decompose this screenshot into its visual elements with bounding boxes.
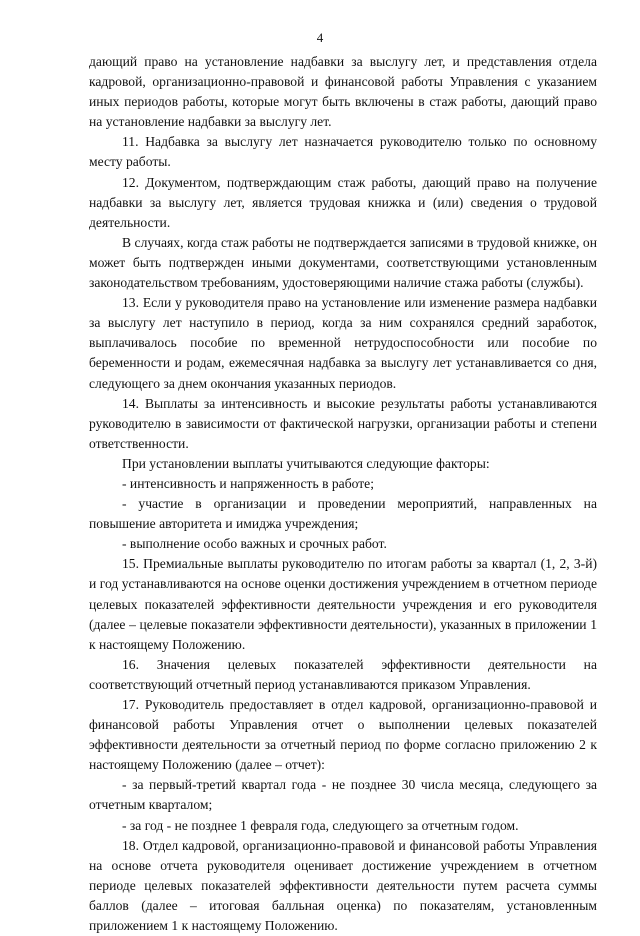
list-item-annual-deadline: - за год - не позднее 1 февраля года, следующего за отчетным годом. [122, 817, 519, 833]
paragraph-item-15: 15. Премиальные выплаты руководителю по итогам работы за квартал (1, 2, 3-й) и год устанавливаются на основе оценки достижения учреждением в отчетном периоде целевых показателей эффективности деятельности учреждения и его руководителя (далее – целевые показатели эффективности деятельности), указанных в приложении 1 к настоящему Положению. [89, 556, 597, 652]
paragraph-work-record-cases: В случаях, когда стаж работы не подтверждается записями в трудовой книжке, он может быть подтвержден иными документами, соответствующими установленным законодательством требованиям, удостоверяющими наличие стажа работы (службы). [89, 234, 597, 291]
paragraph-continuation: дающий право на установление надбавки за выслугу лет, и представления отдела кадровой, организационно-правовой и финансовой работы Управления с указанием иных периодов работы, которые могут быть включены в стаж работы, дающий право на установление надбавки за выслугу лет. [89, 54, 597, 130]
list-item-quarterly-deadline: - за первый-третий квартал года - не позднее 30 числа месяца, следующего за отчетным кварталом; [89, 777, 597, 813]
paragraph-item-18: 18. Отдел кадровой, организационно-правовой и финансовой работы Управления на основе отчета руководителя оценивает достижение учреждением в отчетном периоде целевых показателей эффективности деятельности путем расчета суммы баллов (далее – итоговая балльная оценка) по показателям, установленным приложением 1 к настоящему Положению. [89, 837, 597, 934]
paragraph-item-14: 14. Выплаты за интенсивность и высокие результаты работы устанавливаются руководителю в зависимости от фактической нагрузки, организации работы и степени ответственности. [89, 395, 597, 451]
paragraph-item-16: 16. Значения целевых показателей эффективности деятельности на соответствующий отчетный период устанавливаются приказом Управления. [89, 656, 597, 692]
paragraph-item-13: 13. Если у руководителя право на установление или изменение размера надбавки за выслугу лет наступило в период, когда за ним сохранялся средний заработок, выплачивалось пособие по временной нетрудоспособности или пособие по беременности и родам, ежемесячная надбавка за выслугу лет устанавливается со дня, следующего за днем окончания указанных периодов. [89, 295, 597, 391]
page-number: 4 [316, 30, 324, 45]
paragraph-item-17: 17. Руководитель предоставляет в отдел кадровой, организационно-правовой и финансовой работы Управления отчет о выполнении целевых показателей эффективности деятельности за отчетный период по форме согласно приложению 2 к настоящему Положению (далее – отчет): [89, 697, 597, 773]
list-item-events: - участие в организации и проведении мероприятий, направленных на повышение авторитета и имиджа учреждения; [89, 496, 597, 532]
document-body [89, 52, 597, 936]
list-item-intensity: - интенсивность и напряженность в работе; [122, 475, 374, 491]
list-item-urgent-work: - выполнение особо важных и срочных работ. [122, 536, 387, 552]
paragraph-factors-intro: При установлении выплаты учитываются следующие факторы: [122, 455, 490, 471]
paragraph-item-12: 12. Документом, подтверждающим стаж работы, дающий право на получение надбавки за выслугу лет, является трудовая книжка и (или) сведения о трудовой деятельности. [89, 174, 597, 230]
paragraph-item-11: 11. Надбавка за выслугу лет назначается руководителю только по основному месту работы. [89, 134, 597, 170]
